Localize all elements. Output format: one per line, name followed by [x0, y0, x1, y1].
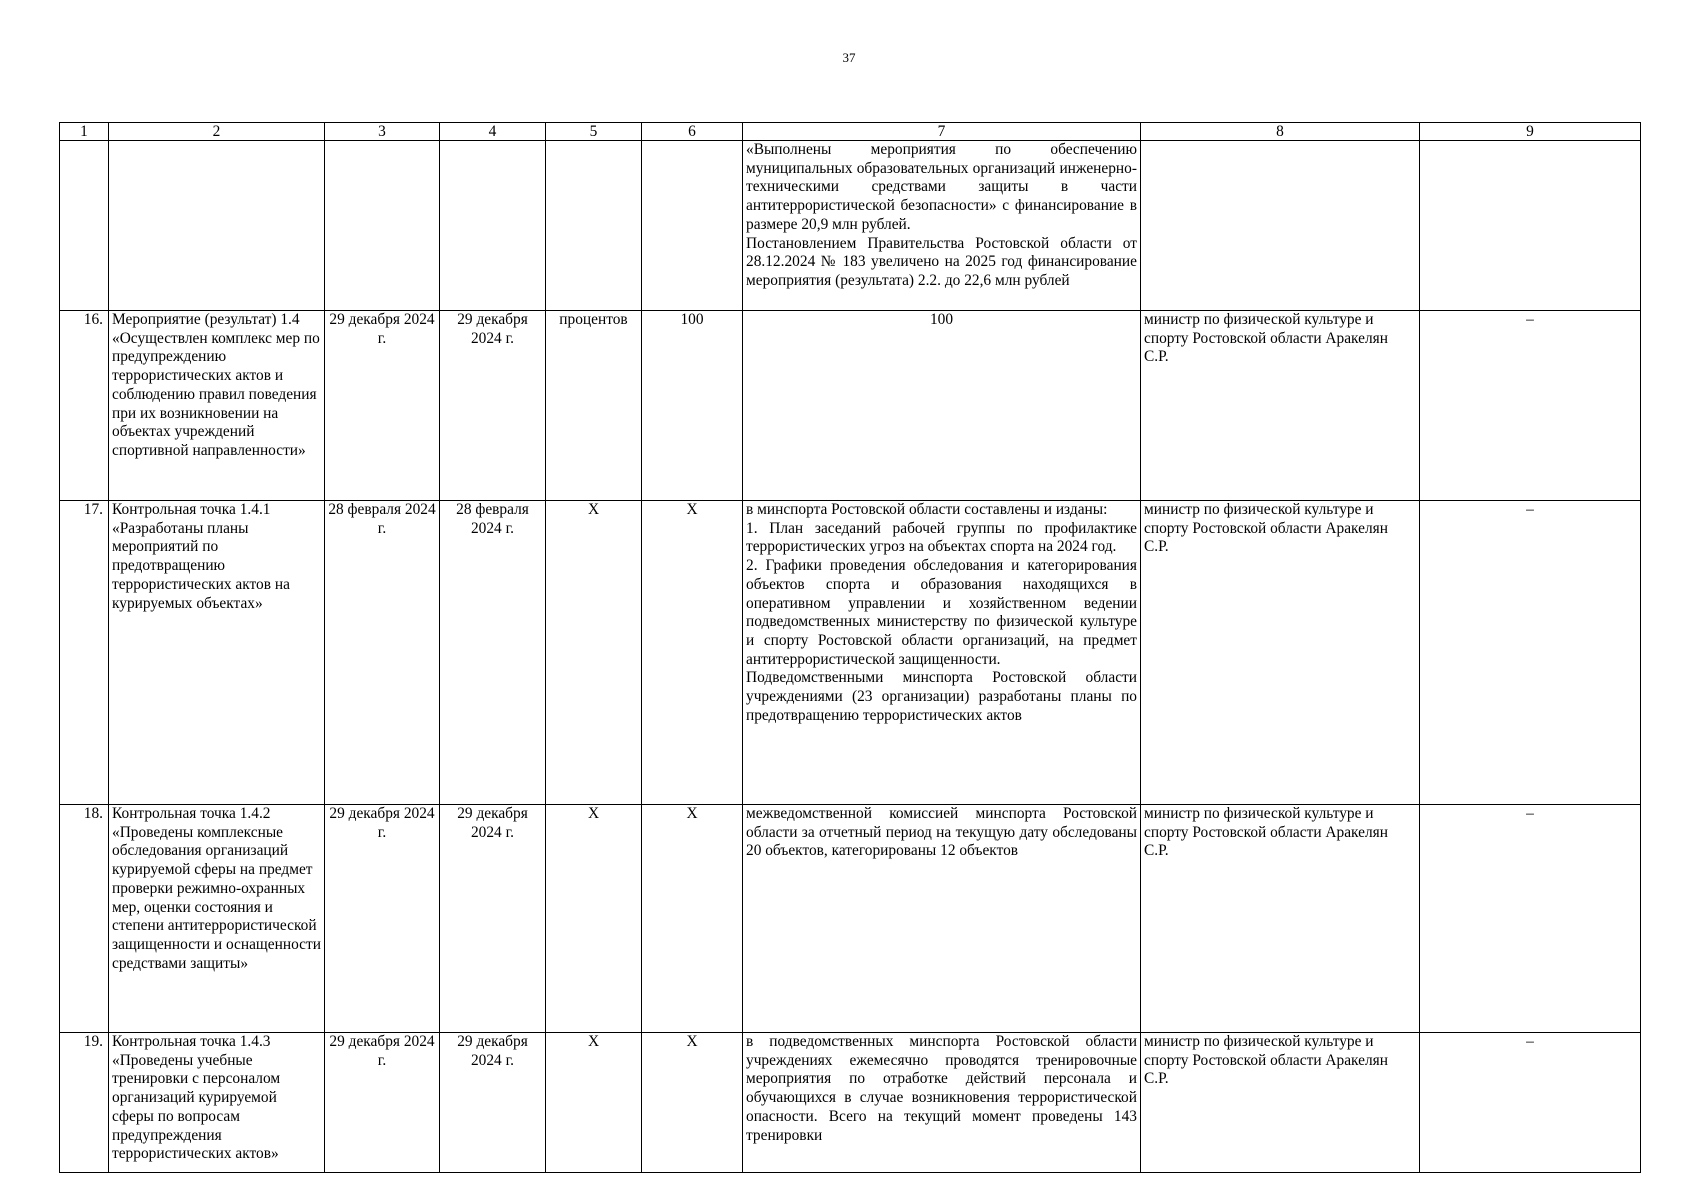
unit: X — [546, 1033, 642, 1173]
column-number: 3 — [325, 123, 440, 141]
date-plan: 28 февраля 2024 г. — [325, 501, 440, 805]
row-number: 19. — [60, 1033, 109, 1173]
row-number: 17. — [60, 501, 109, 805]
date-fact: 28 февраля 2024 г. — [440, 501, 546, 805]
result-cell — [743, 1033, 1141, 1173]
date-fact: 29 декабря 2024 г. — [440, 805, 546, 1033]
result-paragraph: 2. Графики проведения обследования и категорирования объектов спорта и образования находящихся в оперативном управлении и хозяйственном ведении подведомственных министерству по физической культуре и спорту Ростовской области организаций, на предмет антитеррористической защищенности. — [746, 557, 1137, 668]
column-number: 4 — [440, 123, 546, 141]
plan-value: X — [642, 805, 743, 1033]
table-row — [60, 501, 1641, 805]
date-fact: 29 декабря 2024 г. — [440, 311, 546, 501]
report-table — [59, 122, 1641, 1173]
date-plan: 29 декабря 2024 г. — [325, 1033, 440, 1173]
row-number: 16. — [60, 311, 109, 501]
empty-cell — [1420, 141, 1641, 311]
column-number-row — [60, 123, 1641, 141]
column-number: 8 — [1141, 123, 1420, 141]
page-number: 37 — [842, 50, 856, 65]
note: – — [1420, 805, 1641, 1033]
result-cell — [743, 141, 1141, 311]
column-number: 7 — [743, 123, 1141, 141]
plan-value: X — [642, 501, 743, 805]
responsible: министр по физической культуре и спорту Ростовской области Аракелян С.Р. — [1141, 501, 1420, 805]
plan-value: 100 — [642, 311, 743, 501]
result-paragraph: 1. План заседаний рабочей группы по профилактике террористических угроз на объектах спорта на 2024 год. — [746, 519, 1137, 556]
note: – — [1420, 501, 1641, 805]
column-number: 6 — [642, 123, 743, 141]
empty-cell — [60, 141, 109, 311]
result-cell — [743, 805, 1141, 1033]
column-number: 5 — [546, 123, 642, 141]
note: – — [1420, 311, 1641, 501]
responsible: министр по физической культуре и спорту Ростовской области Аракелян С.Р. — [1141, 311, 1420, 501]
date-fact: 29 декабря 2024 г. — [440, 1033, 546, 1173]
result-cell — [743, 311, 1141, 501]
empty-cell — [546, 141, 642, 311]
result-paragraph: Постановлением Правительства Ростовской области от 28.12.2024 № 183 увеличено на 2025 год финансирование мероприятия (результата) 2.2. до 22,6 млн рублей — [746, 234, 1137, 289]
column-number: 9 — [1420, 123, 1641, 141]
result-paragraph: Подведомственными минспорта Ростовской области учреждениями (23 организации) разработаны планы по предотвращению террористических актов — [746, 669, 1137, 724]
result-paragraph: межведомственной комиссией минспорта Ростовской области за отчетный период на текущую дату обследованы 20 объектов, категорированы 12 объектов — [746, 805, 1137, 860]
row-number: 18. — [60, 805, 109, 1033]
result-paragraph: в подведомственных минспорта Ростовской области учреждениях ежемесячно проводятся тренировочные мероприятия по отработке действий персонала и обучающихся в случае возникновения террористической опасности. Всего на текущий момент проведены 143 тренировки — [746, 1033, 1137, 1144]
plan-value: X — [642, 1033, 743, 1173]
event-name: Контрольная точка 1.4.1 «Разработаны планы мероприятий по предотвращению террористических актов на курируемых объектах» — [109, 501, 325, 805]
table-row — [60, 805, 1641, 1033]
table-row — [60, 311, 1641, 501]
column-number: 2 — [109, 123, 325, 141]
event-name: Мероприятие (результат) 1.4 «Осуществлен комплекс мер по предупреждению террористических актов и соблюдению правил поведения при их возникновении на объектах учреждений спортивной направленности» — [109, 311, 325, 501]
table-row-continuation — [60, 141, 1641, 311]
unit: процентов — [546, 311, 642, 501]
empty-cell — [642, 141, 743, 311]
empty-cell — [440, 141, 546, 311]
event-name: Контрольная точка 1.4.3 «Проведены учебные тренировки с персоналом организаций курируемой сферы по вопросам предупреждения террористических актов» — [109, 1033, 325, 1173]
empty-cell — [109, 141, 325, 311]
event-name: Контрольная точка 1.4.2 «Проведены комплексные обследования организаций курируемой сферы на предмет проверки режимно-охранных мер, оценки состояния и степени антитеррористической защищенности и оснащенности средствами защиты» — [109, 805, 325, 1033]
column-number: 1 — [60, 123, 109, 141]
result-paragraph: в минспорта Ростовской области составлены и изданы: — [746, 501, 1108, 518]
result-cell — [743, 501, 1141, 805]
unit: X — [546, 805, 642, 1033]
result-paragraph: 100 — [929, 311, 954, 328]
responsible: министр по физической культуре и спорту Ростовской области Аракелян С.Р. — [1141, 1033, 1420, 1173]
note: – — [1420, 1033, 1641, 1173]
date-plan: 29 декабря 2024 г. — [325, 311, 440, 501]
empty-cell — [1141, 141, 1420, 311]
unit: X — [546, 501, 642, 805]
empty-cell — [325, 141, 440, 311]
result-paragraph: «Выполнены мероприятия по обеспечению муниципальных образовательных организаций инженерно-техническими средствами защиты в части антитеррористической безопасности» с финансирование в размере 20,9 млн рублей. — [746, 141, 1137, 233]
table-row — [60, 1033, 1641, 1173]
responsible: министр по физической культуре и спорту Ростовской области Аракелян С.Р. — [1141, 805, 1420, 1033]
date-plan: 29 декабря 2024 г. — [325, 805, 440, 1033]
